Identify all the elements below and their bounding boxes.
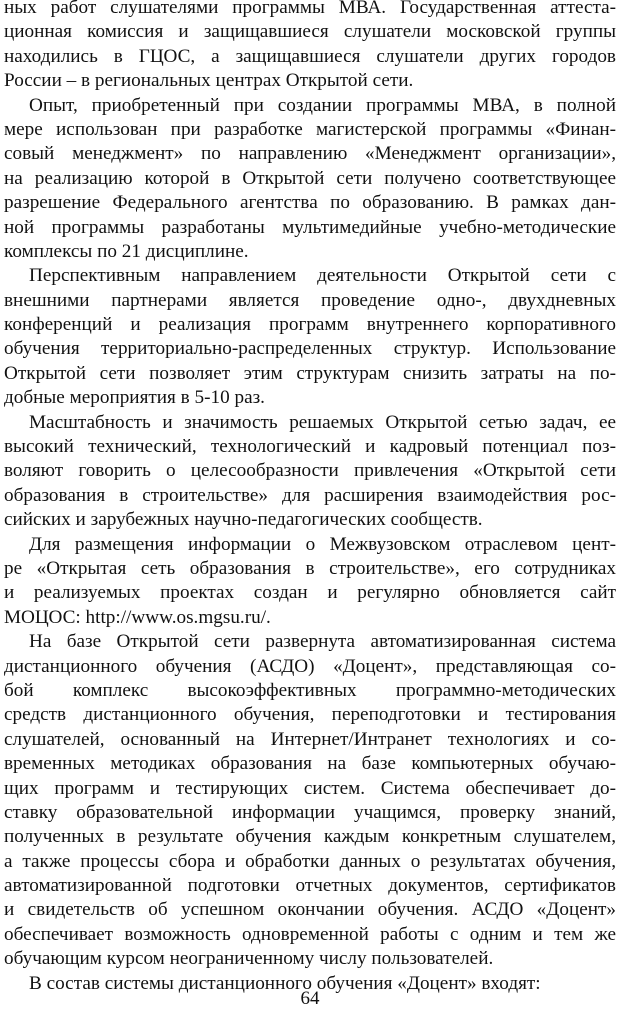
text-line: мере использован при разработке магистерской программы «Финан- — [4, 118, 616, 140]
text-line: обеспечивает возможность одновременной работы с одним и тем же — [4, 923, 616, 945]
text-line: ре «Открытая сеть образования в строительстве», его сотрудниках — [4, 557, 616, 579]
text-line: внешними партнерами является проведение одно-, двухдневных — [4, 289, 616, 311]
body-text — [4, 0, 616, 996]
text-line: образования в строительстве» для расширения взаимодействия рос- — [4, 484, 616, 506]
text-line: слушателей, основанный на Интернет/Интранет технологиях и со- — [4, 728, 616, 750]
text-line: разрешение Федерального агентства по образованию. В рамках дан- — [4, 192, 616, 214]
text-line: дистанционного обучения (АСДО) «Доцент», представляющая со- — [4, 655, 616, 677]
text-line: высокий технический, технологический и кадровый потенциал поз- — [4, 436, 616, 458]
text-line: а также процессы сбора и обработки данных о результатах обучения, — [4, 850, 616, 872]
text-line: В состав системы дистанционного обучения «Доцент» входят: — [29, 972, 541, 994]
text-line: бой комплекс высокоэффективных программно-методических — [4, 679, 616, 701]
text-line: ной программы разработаны мультимедийные учебно-методические — [4, 216, 616, 238]
paragraph — [4, 411, 616, 533]
paragraph — [4, 94, 616, 265]
text-line: добные мероприятия в 5-10 раз. — [4, 387, 265, 409]
text-line: воляют говорить о целесообразности привлечения «Открытой сети — [4, 460, 616, 482]
text-line: совый менеджмент» по направлению «Менеджмент организации», — [4, 143, 616, 165]
text-line: Перспективным направлением деятельности Открытой сети с — [29, 265, 616, 287]
text-line: Масштабность и значимость решаемых Открытой сетью задач, ее — [29, 411, 616, 433]
text-line: комплексы по 21 дисциплине. — [4, 240, 249, 262]
text-line: На базе Открытой сети развернута автоматизированная система — [29, 631, 616, 653]
text-line: Опыт, приобретенный при создании программы МВА, в полной — [29, 94, 616, 116]
paragraph — [4, 630, 616, 971]
text-line: обучающим курсом неограниченному числу пользователей. — [4, 948, 494, 970]
text-line: конференций и реализация программ внутреннего корпоративного — [4, 314, 616, 336]
text-line: щих программ и тестирующих систем. Система обеспечивает до- — [4, 777, 616, 799]
text-line: находились в ГЦОС, а защищавшиеся слушатели других городов — [4, 45, 616, 67]
text-line: на реализацию которой в Открытой сети получено соответствующее — [4, 167, 616, 189]
paragraph — [4, 0, 616, 94]
text-line: ционная комиссия и защищавшиеся слушатели московской группы — [4, 21, 616, 43]
page-number: 64 — [300, 988, 320, 1009]
text-line: ставку образовательной информации учащимся, проверку знаний, — [4, 801, 616, 823]
text-line: Для размещения информации о Межвузовском отраслевом цент- — [29, 533, 616, 555]
paragraph — [4, 533, 616, 631]
text-line: и свидетельств об успешном окончании обучения. АСДО «Доцент» — [4, 899, 616, 921]
text-line: Открытой сети позволяет этим структурам снизить затраты на по- — [4, 362, 616, 384]
text-line: МОЦОС: http://www.os.mgsu.ru/. — [4, 606, 271, 628]
text-line: обучения территориально-распределенных структур. Использование — [4, 338, 616, 360]
text-line: временных методиках образования на базе компьютерных обучаю- — [4, 753, 616, 775]
text-line: сийских и зарубежных научно-педагогических сообществ. — [4, 509, 483, 531]
text-line: автоматизированной подготовки отчетных документов, сертификатов — [4, 875, 616, 897]
text-line: средств дистанционного обучения, переподготовки и тестирования — [4, 704, 616, 726]
text-line: полученных в результате обучения каждым конкретным слушателем, — [4, 826, 616, 848]
paragraph — [4, 264, 616, 410]
text-line: и реализуемых проектах создан и регулярно обновляется сайт — [4, 582, 616, 604]
text-line: России – в региональных центрах Открытой сети. — [4, 70, 414, 92]
text-line: ных работ слушателями программы МВА. Государственная аттеста- — [4, 0, 616, 18]
